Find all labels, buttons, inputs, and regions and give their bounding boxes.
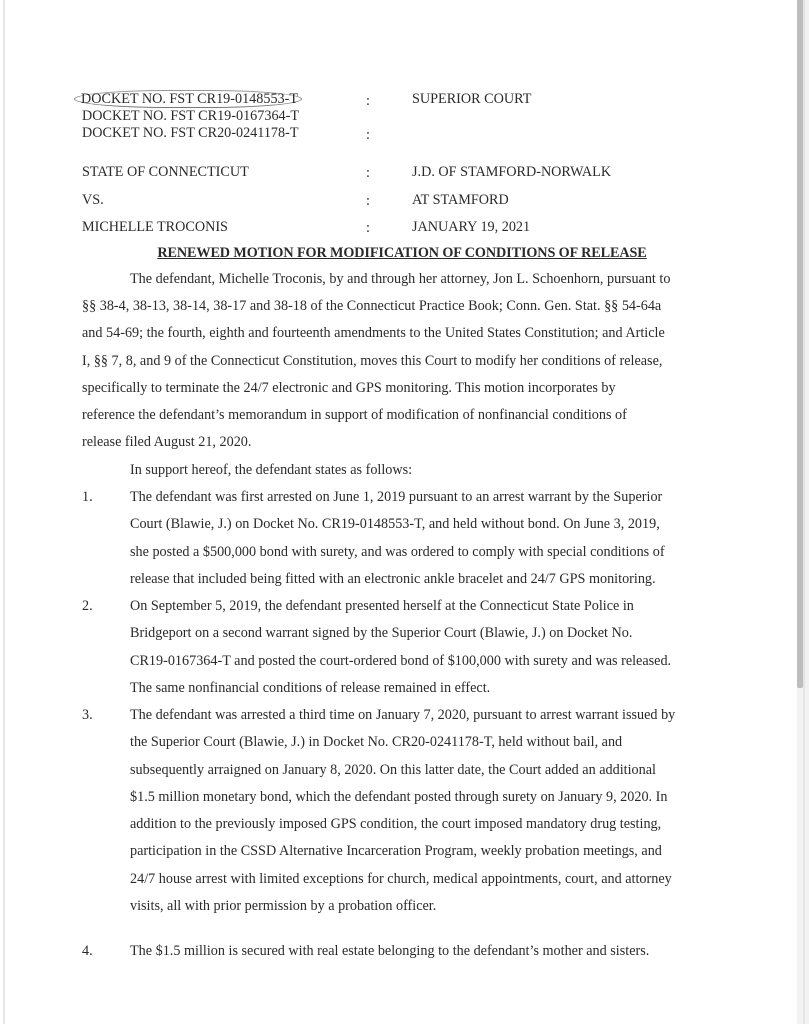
court-name: SUPERIOR COURT — [412, 91, 532, 107]
item-line: she posted a $500,000 bond with surety, and was ordered to comply with special conditions of — [130, 544, 665, 560]
defendant-name: MICHELLE TROCONIS — [82, 219, 228, 235]
item-number: 1. — [82, 489, 93, 505]
paragraph-line: The defendant, Michelle Troconis, by and through her attorney, Jon L. Schoenhorn, pursuant to — [130, 271, 671, 287]
item-line: visits, all with prior permission by a probation officer. — [130, 898, 437, 914]
court-location: AT STAMFORD — [412, 192, 509, 208]
item-line: 24/7 house arrest with limited exceptions for church, medical appointments, court, and attorney — [130, 871, 672, 887]
paragraph-line: I, §§ 7, 8, and 9 of the Connecticut Constitution, moves this Court to modify her conditions of release, — [82, 353, 663, 369]
item-number: 2. — [82, 598, 93, 614]
paragraph-line: release filed August 21, 2020. — [82, 434, 252, 450]
item-line: The same nonfinancial conditions of release remained in effect. — [130, 680, 491, 696]
item-line: On September 5, 2019, the defendant presented herself at the Connecticut State Police in — [130, 598, 634, 614]
docket-number-1: DOCKET NO. FST CR19-0148553-T — [81, 91, 299, 107]
filing-date: JANUARY 19, 2021 — [412, 219, 531, 235]
versus-label: VS. — [82, 192, 104, 208]
paragraph-line: §§ 38-4, 38-13, 38-14, 38-17 and 38-18 of the Connecticut Practice Book; Conn. Gen. Stat. §§ 54-64a — [82, 298, 662, 314]
item-number: 4. — [82, 943, 93, 959]
paragraph-line: specifically to terminate the 24/7 electronic and GPS monitoring. This motion incorporates by — [82, 380, 616, 396]
item-line: participation in the CSSD Alternative Incarceration Program, weekly probation meetings, and — [130, 843, 662, 859]
motion-title: RENEWED MOTION FOR MODIFICATION OF CONDITIONS OF RELEASE — [157, 245, 647, 261]
item-line: $1.5 million monetary bond, which the defendant posted through surety on January 9, 2020. In — [130, 789, 668, 805]
paragraph-line: reference the defendant’s memorandum in support of modification of nonfinancial conditions of — [82, 407, 627, 423]
caption-colon: : — [366, 127, 370, 143]
item-line: the Superior Court (Blawie, J.) in Docket No. CR20-0241178-T, held without bail, and — [130, 734, 623, 750]
scrollbar-track-edge — [803, 0, 805, 1024]
item-line: The defendant was first arrested on June 1, 2019 pursuant to an arrest warrant by the Superior — [130, 489, 663, 505]
item-line: The defendant was arrested a third time on January 7, 2020, pursuant to arrest warrant issued by — [130, 707, 676, 723]
plaintiff-name: STATE OF CONNECTICUT — [82, 164, 249, 180]
item-line: CR19-0167364-T and posted the court-ordered bond of $100,000 with surety and was released. — [130, 653, 672, 669]
caption-colon: : — [366, 220, 370, 236]
caption-colon: : — [366, 165, 370, 181]
caption-colon: : — [366, 193, 370, 209]
docket-number-3: DOCKET NO. FST CR20-0241178-T — [82, 125, 299, 141]
docket-number-1-circled — [74, 90, 302, 108]
judicial-district: J.D. OF STAMFORD-NORWALK — [412, 164, 612, 180]
item-line: Bridgeport on a second warrant signed by the Superior Court (Blawie, J.) on Docket No. — [130, 625, 633, 641]
item-number: 3. — [82, 707, 93, 723]
paragraph-line: and 54-69; the fourth, eighth and fourteenth amendments to the United States Constitution; and Article — [82, 325, 665, 341]
item-line: addition to the previously imposed GPS condition, the court imposed mandatory drug testing, — [130, 816, 662, 832]
item-line: subsequently arraigned on January 8, 2020. On this latter date, the Court added an additional — [130, 762, 656, 778]
caption-colon: : — [366, 93, 370, 109]
support-statement: In support hereof, the defendant states as follows: — [130, 462, 413, 478]
item-line: Court (Blawie, J.) on Docket No. CR19-0148553-T, and held without bond. On June 3, 2019, — [130, 516, 660, 532]
vertical-scrollbar-thumb[interactable] — [797, 0, 803, 688]
item-line: The $1.5 million is secured with real estate belonging to the defendant’s mother and sisters. — [130, 943, 650, 959]
docket-number-2: DOCKET NO. FST CR19-0167364-T — [82, 108, 300, 124]
item-line: release that included being fitted with an electronic ankle bracelet and 24/7 GPS monitoring. — [130, 571, 656, 587]
